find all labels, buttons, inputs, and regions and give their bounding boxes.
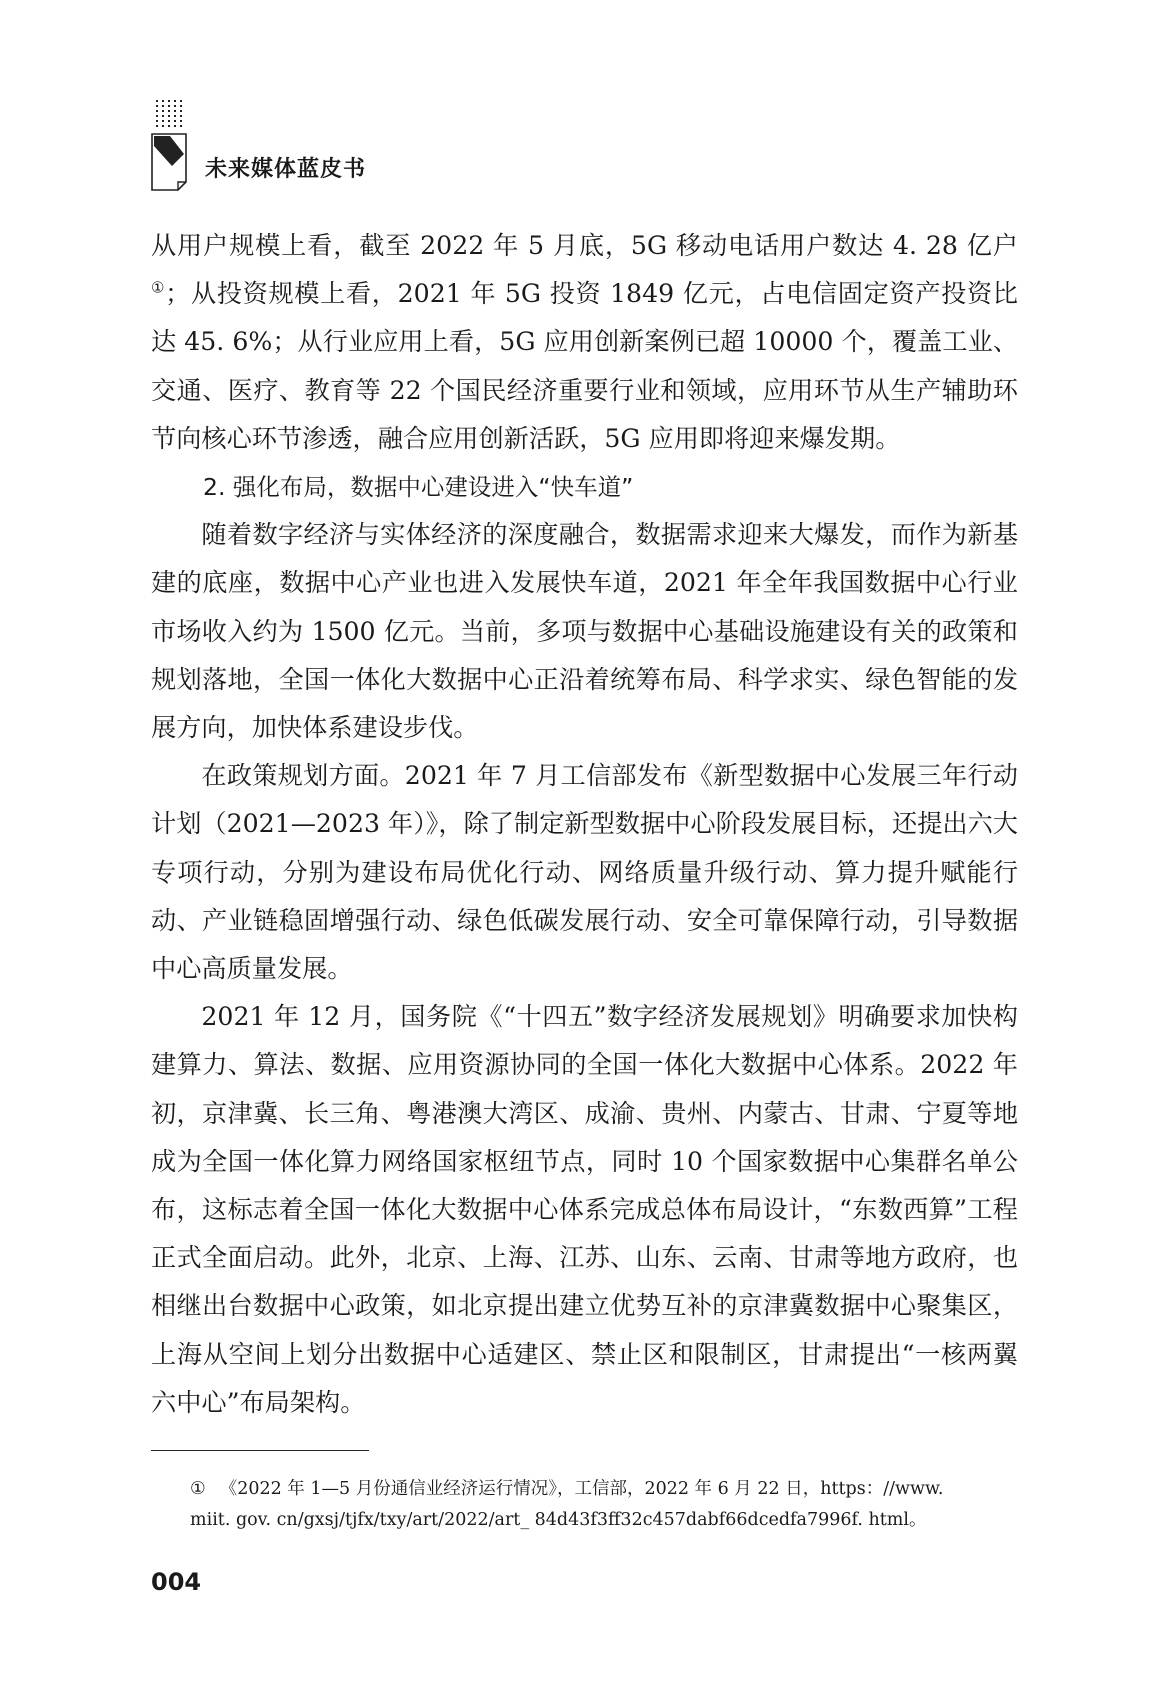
footnote-reference[interactable]: ① [151,278,166,297]
paragraph-policy-planning: 在政策规划方面。2021 年 7 月工信部发布《新型数据中心发展三年行动计划（2021—2023 年）》，除了制定新型数据中心阶段发展目标，还提出六大专项行动，分别为建设布局优化行动、网络质量升级行动、算力提升赋能行动、产业链稳固增强行动、绿色低碳发展行动、安全可靠保障行动，引导数据中心高质量发展。 [151,761,1018,984]
page-body [151,222,1018,1427]
book-series-logo [150,98,192,198]
paragraph-text: ；从投资规模上看，2021 年 5G 投资 1849 亿元，占电信固定资产投资比达 45. 6%；从行业应用上看，5G 应用创新案例已超 10000 个，覆盖工业、交通、医疗、教育等 22 个国民经济重要行业和领域，应用环节从生产辅助环节向核心环节渗透，融合应用创新活跃，5G 应用即将迎来爆发期。 [151,279,1018,453]
paragraph-text: 从用户规模上看，截至 2022 年 5 月底，5G 移动电话用户数达 4. 28 亿户 [151,231,1018,260]
book-series-title: 未来媒体蓝皮书 [205,157,367,182]
book-logo-icon [150,98,192,198]
page-number: 004 [151,1568,202,1596]
footnote-text: 《2022 年 1—5 月份通信业经济运行情况》，工信部，2022 年 6 月 22 日，https：//www. [219,1479,944,1499]
footnote-url[interactable]: miit. gov. cn/gxsj/tjfx/txy/art/2022/art_ 84d43f3ff32c457dabf66dcedfa7996f. html。 [190,1510,927,1530]
paragraph-data-center-intro: 随着数字经济与实体经济的深度融合，数据需求迎来大爆发，而作为新基建的底座，数据中心产业也进入发展快车道，2021 年全年我国数据中心行业市场收入约为 1500 亿元。当前，多项与数据中心基础设施建设有关的政策和规划落地，全国一体化大数据中心正沿着统筹布局、科学求实、绿色智能的发展方向，加快体系建设步伐。 [151,520,1018,743]
paragraph-state-council-plan: 2021 年 12 月，国务院《“十四五”数字经济发展规划》明确要求加快构建算力、算法、数据、应用资源协同的全国一体化大数据中心体系。2022 年初，京津冀、长三角、粤港澳大湾区、成渝、贵州、内蒙古、甘肃、宁夏等地成为全国一体化算力网络国家枢纽节点，同时 10 个国家数据中心集群名单公布，这标志着全国一体化大数据中心体系完成总体布局设计，“东数西算”工程正式全面启动。此外，北京、上海、江苏、山东、云南、甘肃等地方政府，也相继出台数据中心政策，如北京提出建立优势互补的京津冀数据中心聚集区，上海从空间上划分出数据中心适建区、禁止区和限制区，甘肃提出“一核两翼六中心”布局架构。 [151,1002,1018,1417]
footnote [190,1474,1018,1536]
paragraph-5g-stats [151,222,1018,463]
section-heading: 2. 强化布局，数据中心建设进入“快车道” [203,473,634,502]
footnote-number: ① [190,1479,206,1499]
footnote-divider [151,1450,369,1451]
